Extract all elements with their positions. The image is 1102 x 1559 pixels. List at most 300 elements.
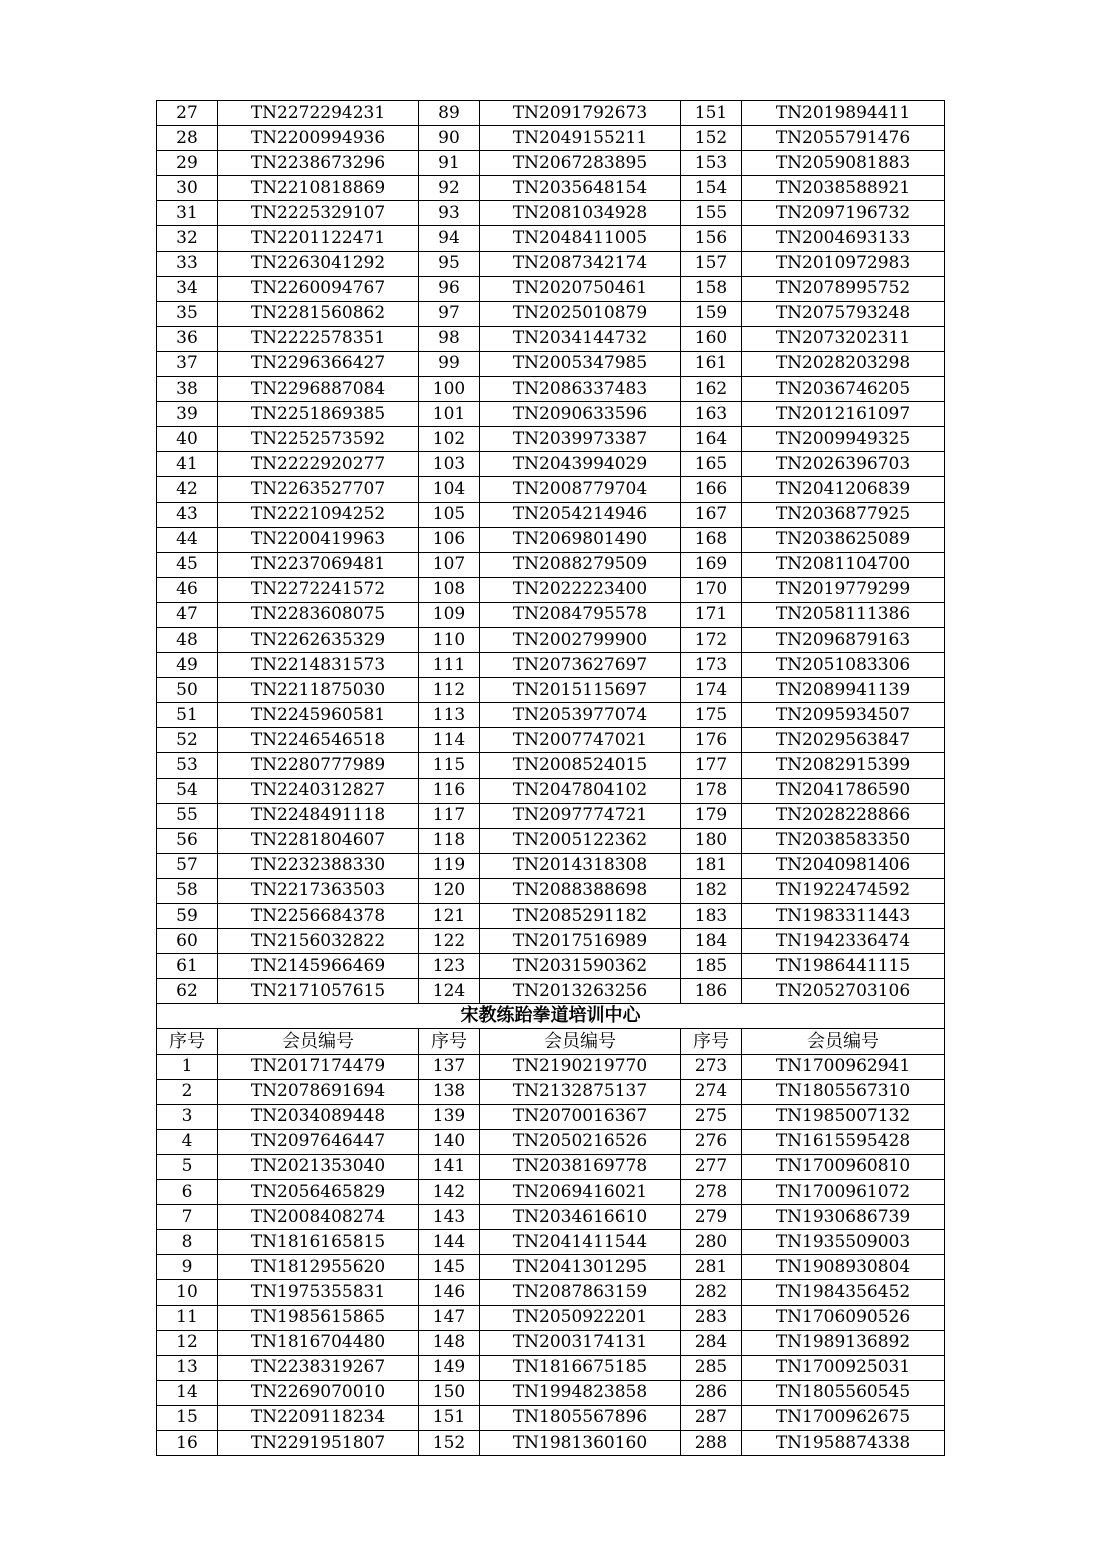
seq-cell: 124 — [419, 979, 480, 1004]
seq-cell: 156 — [681, 226, 742, 251]
seq-cell: 184 — [681, 929, 742, 954]
member-id-cell: TN2031590362 — [480, 954, 681, 979]
seq-cell: 171 — [681, 602, 742, 627]
member-id-cell: TN2085291182 — [480, 904, 681, 929]
seq-cell: 285 — [681, 1355, 742, 1380]
seq-cell: 166 — [681, 477, 742, 502]
seq-cell: 286 — [681, 1380, 742, 1405]
member-id-cell: TN2026396703 — [742, 452, 945, 477]
member-id-cell: TN2041301295 — [480, 1255, 681, 1280]
seq-cell: 284 — [681, 1330, 742, 1355]
seq-cell: 161 — [681, 351, 742, 376]
member-id-cell: TN2069801490 — [480, 527, 681, 552]
member-id-cell: TN2084795578 — [480, 602, 681, 627]
seq-cell: 53 — [157, 753, 218, 778]
table-row — [157, 678, 945, 703]
member-id-cell: TN2248491118 — [218, 803, 419, 828]
table-row — [157, 527, 945, 552]
table-row — [157, 904, 945, 929]
member-id-cell: TN2240312827 — [218, 778, 419, 803]
seq-cell: 144 — [419, 1230, 480, 1255]
table-row — [157, 1205, 945, 1230]
member-id-cell: TN2246546518 — [218, 728, 419, 753]
member-id-cell: TN1812955620 — [218, 1255, 419, 1280]
member-id-cell: TN2089941139 — [742, 678, 945, 703]
member-id-cell: TN2222920277 — [218, 452, 419, 477]
member-id-cell: TN1816165815 — [218, 1230, 419, 1255]
member-id-cell: TN2262635329 — [218, 627, 419, 652]
header-member-id: 会员编号 — [742, 1029, 945, 1054]
member-id-cell: TN1700962941 — [742, 1054, 945, 1079]
member-id-cell: TN2038169778 — [480, 1154, 681, 1179]
member-id-cell: TN2087342174 — [480, 251, 681, 276]
table-row — [157, 1280, 945, 1305]
table-row — [157, 803, 945, 828]
seq-cell: 157 — [681, 251, 742, 276]
seq-cell: 113 — [419, 703, 480, 728]
member-id-cell: TN2272241572 — [218, 577, 419, 602]
seq-cell: 152 — [419, 1430, 480, 1455]
member-id-cell: TN2209118234 — [218, 1405, 419, 1430]
member-id-cell: TN2040981406 — [742, 853, 945, 878]
member-id-cell: TN2088388698 — [480, 878, 681, 903]
seq-cell: 183 — [681, 904, 742, 929]
seq-cell: 98 — [419, 326, 480, 351]
seq-cell: 145 — [419, 1255, 480, 1280]
seq-cell: 172 — [681, 627, 742, 652]
member-id-cell: TN2214831573 — [218, 653, 419, 678]
table-row — [157, 502, 945, 527]
table-row — [157, 703, 945, 728]
member-id-cell: TN2086337483 — [480, 377, 681, 402]
seq-cell: 44 — [157, 527, 218, 552]
seq-cell: 162 — [681, 377, 742, 402]
seq-cell: 140 — [419, 1129, 480, 1154]
member-id-cell: TN1986441115 — [742, 954, 945, 979]
seq-cell: 176 — [681, 728, 742, 753]
member-id-cell: TN2070016367 — [480, 1104, 681, 1129]
member-id-cell: TN2017174479 — [218, 1054, 419, 1079]
seq-cell: 32 — [157, 226, 218, 251]
member-id-cell: TN1958874338 — [742, 1430, 945, 1455]
seq-cell: 275 — [681, 1104, 742, 1129]
seq-cell: 3 — [157, 1104, 218, 1129]
seq-cell: 89 — [419, 101, 480, 126]
seq-cell: 115 — [419, 753, 480, 778]
member-id-cell: TN2132875137 — [480, 1079, 681, 1104]
seq-cell: 2 — [157, 1079, 218, 1104]
member-id-cell: TN2097646447 — [218, 1129, 419, 1154]
seq-cell: 149 — [419, 1355, 480, 1380]
table-row — [157, 778, 945, 803]
seq-cell: 43 — [157, 502, 218, 527]
member-id-cell: TN2028203298 — [742, 351, 945, 376]
member-id-cell: TN1994823858 — [480, 1380, 681, 1405]
seq-cell: 50 — [157, 678, 218, 703]
seq-cell: 4 — [157, 1129, 218, 1154]
table-row — [157, 1430, 945, 1455]
member-id-cell: TN2050216526 — [480, 1129, 681, 1154]
seq-cell: 177 — [681, 753, 742, 778]
member-id-cell: TN1805560545 — [742, 1380, 945, 1405]
seq-cell: 139 — [419, 1104, 480, 1129]
member-id-cell: TN1706090526 — [742, 1305, 945, 1330]
member-id-cell: TN2073202311 — [742, 326, 945, 351]
member-id-cell: TN2056465829 — [218, 1180, 419, 1205]
seq-cell: 118 — [419, 828, 480, 853]
table-row — [157, 728, 945, 753]
member-id-cell: TN2225329107 — [218, 201, 419, 226]
member-id-cell: TN2281804607 — [218, 828, 419, 853]
member-id-cell: TN2081104700 — [742, 552, 945, 577]
seq-cell: 116 — [419, 778, 480, 803]
seq-cell: 109 — [419, 602, 480, 627]
member-id-cell: TN2296887084 — [218, 377, 419, 402]
seq-cell: 39 — [157, 402, 218, 427]
table-row — [157, 1154, 945, 1179]
seq-cell: 114 — [419, 728, 480, 753]
table-row — [157, 1355, 945, 1380]
member-id-cell: TN2039973387 — [480, 427, 681, 452]
member-id-cell: TN1700961072 — [742, 1180, 945, 1205]
seq-cell: 9 — [157, 1255, 218, 1280]
table-row — [157, 1230, 945, 1255]
seq-cell: 16 — [157, 1430, 218, 1455]
member-id-cell: TN2200419963 — [218, 527, 419, 552]
table-row — [157, 1129, 945, 1154]
table-row — [157, 878, 945, 903]
seq-cell: 170 — [681, 577, 742, 602]
table-row — [157, 226, 945, 251]
member-id-cell: TN2048411005 — [480, 226, 681, 251]
member-id-cell: TN2082915399 — [742, 753, 945, 778]
seq-cell: 103 — [419, 452, 480, 477]
member-id-cell: TN2058111386 — [742, 602, 945, 627]
member-id-cell: TN2291951807 — [218, 1430, 419, 1455]
seq-cell: 148 — [419, 1330, 480, 1355]
table-row — [157, 402, 945, 427]
member-id-cell: TN2090633596 — [480, 402, 681, 427]
member-id-cell: TN2222578351 — [218, 326, 419, 351]
seq-cell: 151 — [419, 1405, 480, 1430]
seq-cell: 57 — [157, 853, 218, 878]
header-seq: 序号 — [419, 1029, 480, 1054]
seq-cell: 142 — [419, 1180, 480, 1205]
member-id-cell: TN2004693133 — [742, 226, 945, 251]
seq-cell: 175 — [681, 703, 742, 728]
member-id-cell: TN1816704480 — [218, 1330, 419, 1355]
member-id-cell: TN2059081883 — [742, 151, 945, 176]
table-row — [157, 151, 945, 176]
seq-cell: 153 — [681, 151, 742, 176]
member-id-cell: TN2034144732 — [480, 326, 681, 351]
member-id-cell: TN2245960581 — [218, 703, 419, 728]
member-id-cell: TN2047804102 — [480, 778, 681, 803]
table-row — [157, 1079, 945, 1104]
table-row — [157, 201, 945, 226]
seq-cell: 91 — [419, 151, 480, 176]
member-id-cell: TN1700925031 — [742, 1355, 945, 1380]
seq-cell: 61 — [157, 954, 218, 979]
seq-cell: 273 — [681, 1054, 742, 1079]
member-id-cell: TN2053977074 — [480, 703, 681, 728]
member-id-cell: TN2232388330 — [218, 853, 419, 878]
seq-cell: 5 — [157, 1154, 218, 1179]
table-row — [157, 1180, 945, 1205]
seq-cell: 159 — [681, 301, 742, 326]
member-id-cell: TN1983311443 — [742, 904, 945, 929]
section-title: 宋教练跆拳道培训中心 — [157, 1004, 945, 1029]
table-row — [157, 929, 945, 954]
table-row — [157, 1104, 945, 1129]
seq-cell: 278 — [681, 1180, 742, 1205]
member-id-cell: TN1700960810 — [742, 1154, 945, 1179]
seq-cell: 165 — [681, 452, 742, 477]
table-row — [157, 627, 945, 652]
table-row — [157, 326, 945, 351]
seq-cell: 38 — [157, 377, 218, 402]
member-id-cell: TN2038588921 — [742, 176, 945, 201]
seq-cell: 120 — [419, 878, 480, 903]
member-id-cell: TN2021353040 — [218, 1154, 419, 1179]
seq-cell: 185 — [681, 954, 742, 979]
seq-cell: 274 — [681, 1079, 742, 1104]
table-row — [157, 176, 945, 201]
seq-cell: 10 — [157, 1280, 218, 1305]
member-id-cell: TN1981360160 — [480, 1430, 681, 1455]
seq-cell: 174 — [681, 678, 742, 703]
member-id-cell: TN1942336474 — [742, 929, 945, 954]
seq-cell: 137 — [419, 1054, 480, 1079]
member-id-cell: TN2200994936 — [218, 126, 419, 151]
seq-cell: 180 — [681, 828, 742, 853]
seq-cell: 181 — [681, 853, 742, 878]
table-row — [157, 351, 945, 376]
header-seq: 序号 — [681, 1029, 742, 1054]
member-id-cell: TN2036746205 — [742, 377, 945, 402]
member-id-cell: TN2281560862 — [218, 301, 419, 326]
member-id-cell: TN2013263256 — [480, 979, 681, 1004]
member-id-cell: TN2087863159 — [480, 1280, 681, 1305]
member-id-cell: TN2005347985 — [480, 351, 681, 376]
seq-cell: 186 — [681, 979, 742, 1004]
member-id-cell: TN2050922201 — [480, 1305, 681, 1330]
seq-cell: 48 — [157, 627, 218, 652]
table-row — [157, 954, 945, 979]
member-id-cell: TN2028228866 — [742, 803, 945, 828]
seq-cell: 41 — [157, 452, 218, 477]
section-1-body — [157, 101, 945, 1004]
member-id-cell: TN1805567310 — [742, 1079, 945, 1104]
member-id-cell: TN2043994029 — [480, 452, 681, 477]
seq-cell: 60 — [157, 929, 218, 954]
seq-cell: 182 — [681, 878, 742, 903]
member-id-cell: TN2051083306 — [742, 653, 945, 678]
member-id-cell: TN2237069481 — [218, 552, 419, 577]
seq-cell: 104 — [419, 477, 480, 502]
seq-cell: 33 — [157, 251, 218, 276]
member-id-cell: TN2097196732 — [742, 201, 945, 226]
seq-cell: 94 — [419, 226, 480, 251]
seq-cell: 40 — [157, 427, 218, 452]
member-id-cell: TN2078691694 — [218, 1079, 419, 1104]
seq-cell: 28 — [157, 126, 218, 151]
seq-cell: 99 — [419, 351, 480, 376]
table-row — [157, 1305, 945, 1330]
seq-cell: 283 — [681, 1305, 742, 1330]
member-id-cell: TN1922474592 — [742, 878, 945, 903]
member-id-cell: TN1930686739 — [742, 1205, 945, 1230]
seq-cell: 36 — [157, 326, 218, 351]
section-2-body — [157, 1054, 945, 1456]
table-row — [157, 301, 945, 326]
member-id-cell: TN2260094767 — [218, 276, 419, 301]
seq-cell: 143 — [419, 1205, 480, 1230]
member-id-cell: TN2095934507 — [742, 703, 945, 728]
seq-cell: 178 — [681, 778, 742, 803]
member-id-cell: TN2280777989 — [218, 753, 419, 778]
member-id-cell: TN1984356452 — [742, 1280, 945, 1305]
seq-cell: 96 — [419, 276, 480, 301]
table-row — [157, 1054, 945, 1079]
seq-cell: 100 — [419, 377, 480, 402]
member-id-cell: TN2078995752 — [742, 276, 945, 301]
seq-cell: 42 — [157, 477, 218, 502]
member-id-cell: TN2238673296 — [218, 151, 419, 176]
seq-cell: 111 — [419, 653, 480, 678]
seq-cell: 106 — [419, 527, 480, 552]
member-id-cell: TN2201122471 — [218, 226, 419, 251]
member-id-cell: TN1989136892 — [742, 1330, 945, 1355]
table-row — [157, 828, 945, 853]
member-id-cell: TN2007747021 — [480, 728, 681, 753]
seq-cell: 56 — [157, 828, 218, 853]
member-id-cell: TN2012161097 — [742, 402, 945, 427]
table-row — [157, 552, 945, 577]
seq-cell: 277 — [681, 1154, 742, 1179]
seq-cell: 279 — [681, 1205, 742, 1230]
member-id-cell: TN2252573592 — [218, 427, 419, 452]
seq-cell: 141 — [419, 1154, 480, 1179]
table-row — [157, 853, 945, 878]
seq-cell: 8 — [157, 1230, 218, 1255]
member-id-cell: TN1700962675 — [742, 1405, 945, 1430]
seq-cell: 46 — [157, 577, 218, 602]
member-id-cell: TN2171057615 — [218, 979, 419, 1004]
member-id-cell: TN2034089448 — [218, 1104, 419, 1129]
seq-cell: 150 — [419, 1380, 480, 1405]
seq-cell: 34 — [157, 276, 218, 301]
seq-cell: 107 — [419, 552, 480, 577]
seq-cell: 138 — [419, 1079, 480, 1104]
member-id-cell: TN2081034928 — [480, 201, 681, 226]
member-table — [156, 100, 945, 1456]
seq-cell: 151 — [681, 101, 742, 126]
seq-cell: 280 — [681, 1230, 742, 1255]
seq-cell: 112 — [419, 678, 480, 703]
table-row — [157, 1405, 945, 1430]
seq-cell: 288 — [681, 1430, 742, 1455]
header-seq: 序号 — [157, 1029, 218, 1054]
seq-cell: 163 — [681, 402, 742, 427]
member-id-cell: TN2035648154 — [480, 176, 681, 201]
table-row — [157, 602, 945, 627]
seq-cell: 1 — [157, 1054, 218, 1079]
seq-cell: 168 — [681, 527, 742, 552]
seq-cell: 117 — [419, 803, 480, 828]
member-id-cell: TN2034616610 — [480, 1205, 681, 1230]
seq-cell: 49 — [157, 653, 218, 678]
seq-cell: 282 — [681, 1280, 742, 1305]
member-id-cell: TN2038583350 — [742, 828, 945, 853]
seq-cell: 27 — [157, 101, 218, 126]
table-row — [157, 427, 945, 452]
seq-cell: 169 — [681, 552, 742, 577]
seq-cell: 155 — [681, 201, 742, 226]
table-row — [157, 126, 945, 151]
member-id-cell: TN2067283895 — [480, 151, 681, 176]
seq-cell: 15 — [157, 1405, 218, 1430]
section-title-row — [157, 1004, 945, 1029]
seq-cell: 147 — [419, 1305, 480, 1330]
member-id-cell: TN2020750461 — [480, 276, 681, 301]
seq-cell: 108 — [419, 577, 480, 602]
seq-cell: 14 — [157, 1380, 218, 1405]
member-id-cell: TN2041411544 — [480, 1230, 681, 1255]
member-id-cell: TN2217363503 — [218, 878, 419, 903]
member-id-cell: TN2049155211 — [480, 126, 681, 151]
seq-cell: 45 — [157, 552, 218, 577]
header-member-id: 会员编号 — [480, 1029, 681, 1054]
member-id-cell: TN2238319267 — [218, 1355, 419, 1380]
table-row — [157, 101, 945, 126]
member-id-cell: TN2008524015 — [480, 753, 681, 778]
member-id-cell: TN2283608075 — [218, 602, 419, 627]
seq-cell: 121 — [419, 904, 480, 929]
seq-cell: 105 — [419, 502, 480, 527]
member-id-cell: TN2073627697 — [480, 653, 681, 678]
seq-cell: 31 — [157, 201, 218, 226]
member-id-cell: TN2052703106 — [742, 979, 945, 1004]
member-id-cell: TN2017516989 — [480, 929, 681, 954]
seq-cell: 276 — [681, 1129, 742, 1154]
seq-cell: 173 — [681, 653, 742, 678]
seq-cell: 110 — [419, 627, 480, 652]
member-id-cell: TN2096879163 — [742, 627, 945, 652]
member-id-cell: TN2010972983 — [742, 251, 945, 276]
table-row — [157, 377, 945, 402]
seq-cell: 152 — [681, 126, 742, 151]
column-header-row — [157, 1029, 945, 1054]
member-id-cell: TN2019779299 — [742, 577, 945, 602]
seq-cell: 122 — [419, 929, 480, 954]
member-id-cell: TN2019894411 — [742, 101, 945, 126]
seq-cell: 58 — [157, 878, 218, 903]
seq-cell: 119 — [419, 853, 480, 878]
seq-cell: 102 — [419, 427, 480, 452]
table-row — [157, 753, 945, 778]
member-id-cell: TN2069416021 — [480, 1180, 681, 1205]
table-row — [157, 276, 945, 301]
member-id-cell: TN1805567896 — [480, 1405, 681, 1430]
seq-cell: 7 — [157, 1205, 218, 1230]
member-id-cell: TN2022223400 — [480, 577, 681, 602]
seq-cell: 160 — [681, 326, 742, 351]
table-row — [157, 1255, 945, 1280]
member-id-cell: TN2025010879 — [480, 301, 681, 326]
seq-cell: 167 — [681, 502, 742, 527]
seq-cell: 13 — [157, 1355, 218, 1380]
